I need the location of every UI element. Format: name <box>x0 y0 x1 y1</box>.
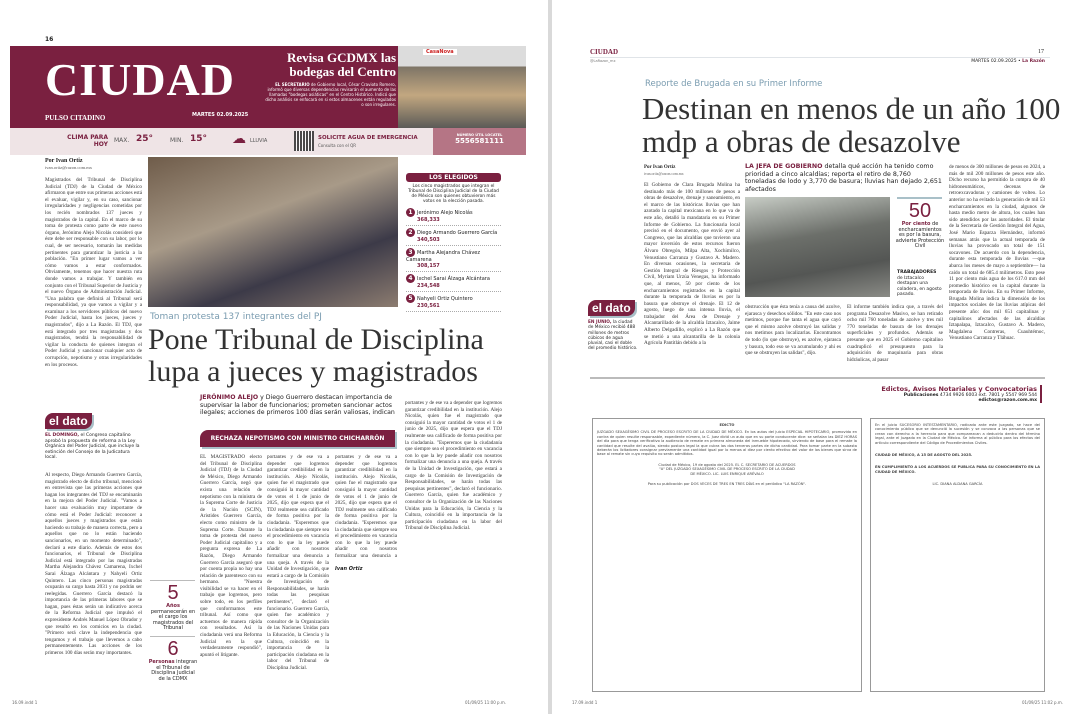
rain-cloud-icon: ☁ <box>232 131 246 147</box>
article-body-col2: obstrucción que ésta tenía a causa del azolve, ejarasca y desechos sólidos. "En este caso nos metimos, porque fue tanta el agua que cayó que el mismo azolve obstruyó las salidas y nos metimos para localizarlas. Encontramos de todo (lo que obstruye), es azolve, ejarasca y basura, todo eso se va acumulando y ahí es que se obstruyen las salidas", dijo. <box>745 304 841 357</box>
legal-notice: EDICTO JUZGADO SEXAGÉSIMO CIVIL DE PROCESO ESCRITO DE LA CIUDAD DE MÉXICO. En los autos del juicio ESPECIAL HIPOTECARIO, promovido en contra de quien resulte responsable, expediente número, la C. Juez dictó un auto que en su parte conducente dice: se señalan las DIEZ HORAS del día para que tenga verificativo la audiencia de remate en primera almoneda del inmueble hipotecado, sirviendo de base para el remate la cantidad que resulte del avalúo, siendo postura legal la que cubra las dos terceras partes de dicha cantidad. Para tomar parte en la subasta deberán los licitadores consignar previamente una cantidad igual por lo menos al diez por ciento efectivo del valor de los bienes que sirva de base al remate sin cuyo requisito no serán admitidos. Ciudad de México, 19 de agosto del 2025. EL C. SECRETARIO DE ACUERDOS "A" DEL JUZGADO SEXAGÉSIMO CIVIL DE PROCESO ESCRITO DE LA CIUDAD DE MÉXICO. LIC. LUIS ENRIQUE ARÉVALO Para su publicación por DOS VECES DE TRES EN TRES DÍAS en el periódico "LA RAZÓN". <box>592 418 862 692</box>
weather-strip: CLIMA PARA HOY MAX. 25° MIN. 15° ☁ LLUVIA SOLICITE AGUA DE EMERGENCIA Consulta con el QR NÚMERO ÚTIL LOCATEL 5556581111 <box>10 128 526 155</box>
article-body-col4: portantes y de ese va a depender que logremos garantizar credibilidad en la institución. Alejo Nicolás, quien fue el magistrado que consiguió la mayor cantidad de votos el 1 de junio de 2025, dijo que espera que el TDJ realmente sea calificado de forma positiva por la ciudadanía. "Esperemos que la ciudadanía que siempre sea el procedimiento en vacancia con lo que la ley puede añadir con nosotros formalizar una denuncia a una queja. A través de la Unidad de Investigación, que estará a cargo de la Comisión de Investigación de Responsabilidades, se harán todas las pesquisas pertinentes", declaró el funcionario. Guerrero García, quien fue académico y consultor de la Organización de las Naciones Unidas para la Educación, la Ciencia y la Cultura, coincidió en la importancia de la participación ciudadana en la labor del Tribunal de Disciplina Judicial. <box>405 400 502 532</box>
handle: @LaRazon_mx <box>590 59 616 63</box>
kicker: Reporte de Brugada en su Primer Informe <box>645 79 823 89</box>
rank-badge: 2 <box>406 228 415 237</box>
article-photo <box>148 157 398 307</box>
date: MARTES 02.09.2025 • La Razón <box>971 59 1045 64</box>
byline: Por Ivan Ortiz <box>644 165 676 170</box>
elegidos-list <box>406 206 501 312</box>
elegido-item: 3 Martha Alejandra Chávez Camarena 308,157 <box>406 246 501 272</box>
section-banner <box>10 46 526 128</box>
stat-people: 6 Personas integran el Tribunal de Disciplina Judicial de la CDMX <box>148 638 198 682</box>
sidebar-body: EL MAGISTRADO electo del Tribunal de Disciplina Judicial (TDJ) de la Ciudad de México, Diego Armando Guerrero García, negó que exista una relación de nepotismo con la ministra de la Suprema Corte de Justicia de la Nación (SCJN), Aristides Guerrero García, electo como ministro de la Suprema Corte. Durante la toma de protesta del nuevo Poder Judicial capitalino y a pregunta expresa de La Razón, Diego Armando Guerrero García aseguró que por cuenta propia no hay una relación de parentesco con su hermano. "Nuestra visibilidad se va hacer en el trabajo que logremos, pero sobre todo, en los perfiles que conformamos este tribunal. Así como que actuemos de manera rápida con resultados. Así la ciudadanía verá una Reforma Judicial en la que verdaderamente respondió", apuntó el litigante. <box>200 454 262 658</box>
elegido-item: 4 Ixchel Sarai Álzaga Alcántara 234,548 <box>406 272 501 292</box>
page-number: 16 <box>45 36 54 43</box>
rank-badge: 3 <box>406 248 415 257</box>
teaser-photo: CasaNova <box>398 46 526 128</box>
qr-code[interactable] <box>294 131 314 151</box>
rank-badge: 1 <box>406 208 415 217</box>
stat-years: 5 Años permanecerán en el cargo los magistrados del Tribunal <box>150 582 196 632</box>
dek: JERÓNIMO ALEJO y Diego Guerrero destacan importancia de supervisar la labor de funcionarios; prometen sancionar actos ilegales; acciones de primeros 100 días serán valiosas, indican <box>200 394 395 416</box>
elegido-item: 1 Jerónimo Alejo Nicolás 368,333 <box>406 206 501 226</box>
left-page: 16 CIUDAD PULSO CITADINO MARTES 02.09.2025 Revisa GCDMX las bodegas del Centro EL SECRETARIO de Gobierno local, César Cravioto Romero, informó que diversas dependencias revisarán el aumento de las llamadas "bodegas asiáticas" en el Centro Histórico. Indicó que dicho análisis se enfocará en si estos almacenes están regulados o son irregulares. CasaNova CLIMA PARA HOY MAX. 25° MIN. 15° ☁ LLUVIA SOLICITE AGUA DE EMERGENCIA Consulta con el QR NÚMERO ÚTIL LOCATEL 5556581111 Por Ivan Ortiz ivan.ortiz@razon.com.mx Magistrados del Tribunal de Disciplina Judicial (TDJ) de la Ciudad de México afirmaron que entre sus primeras acciones está el evaluar, vigilar y, en su caso, sancionar irregularidades y negligencias cometidas por los recién nombrados 137 jueces y magistrados de la capital. En el marco de su toma de protesta como parte de este nuevo órgano, Jerónimo Alejo Nicolás consideró que éste debe ser responsable con su labor, por lo cual, de ser necesario, tomarán las medidas pertinentes para garantizar la justicia a la población. "En primer lugar vamos a ver cómo vamos a estar conformados. Obviamente, tenemos que hacer nuestra ruta donde vamos a trabajar. Y también en conjunto con el Tribunal Superior de Justicia y el nuevo Órgano de Administración Judicial. "Una palabra que definirá al Tribunal será responsabilidad, ya que vamos a vigilar y a examinar a los servidores públicos del nuevo Poder Judicial, hasta los jueces, jueces y magistrados", dijo a La Razón. El TDJ, que está integrado por tres magistradas y dos magistrados, tendrá la responsabilidad de vigilar la conducta de quienes integran el Poder Judicial y sancionar cualquier acto de corrupción, nepotismo y otras irregularidades en los procesos. LOS ELEGIDOS Los cinco magistrados que integran el Tribunal de Disciplina Judicial de la Ciudad de México son quienes obtuvieron más votos en la elección pasada. 1 Jerónimo Alejo Nicolás 368,333 2 Diego Armando Guerrero García 340,503 3 Martha Alejandra Chávez Camarena 308,157 4 Ixchel Sarai Álzaga Alcántara 234,548 5 Nahyeli Ortiz Quintero 230,561 Toman protesta 137 integrantes del PJ Pone Tribunal de Disciplina lupa a jueces y magistrados JERÓNIMO ALEJO y Diego Guerrero destacan importancia de supervisar la labor de funcionarios; prometen sancionar actos ilegales; acciones de primeros 100 días serán valiosas, indican RECHAZA NEPOTISMO CON MINISTRO CHICHARRÓN el dato EL DOMINGO, el Congreso capitalino aprobó la propuesta de reforma a la Ley Orgánica del Poder Judicial, que incluye la extinción del Consejo de la Judicatura local. Al respecto, Diego Armando Guerrero García, magistrado electo de dicho tribunal, mencionó en entrevista que las primeras acciones que hagan los integrantes del TDJ se encaminarán en la mejora del Poder Judicial. "Vamos a hacer una evaluación muy importante de cómo está el Poder Judicial: reconocer a aquellos jueces y magistrados que están haciendo su trabajo de manera correcta, pero a aquellos que no lo están haciendo sancionarlos, en un momento determinado", declaró a este diario. Además de estos dos funcionarios, el Tribunal de Disciplina Judicial está integrado por las magistradas Martha Alejandra Chávez Camarena, Ixchel Sarai Álzaga Alcántara y Nahyeli Ortiz Quintero. Las cinco personas magistradas ocuparán su cargo hasta 2031 y no podrán ser reelegidas. Guerrero García destacó la importancia de las primeras labores que se hagan, pues éstas serán un indicativo acerca de la Reforma Judicial que impulsó el expresidente Andrés Manuel López Obrador y que resultó en los comicios en la ciudad. "Primero será clave la independencia que tengamos y el trabajo que llevemos a cabo permanentemente. Las acciones de los primeros 100 días serán muy importantes. 5 Años permanecerán en el cargo los magistrados del Tribunal 6 Personas integran el Tribunal de Disciplina Judicial de la CDMX EL MAGISTRADO electo del Tribunal de Disciplina Judicial (TDJ) de la Ciudad de México, Diego Armando Guerrero García, negó que exista una relación de nepotismo con la ministra de la Suprema Corte de Justicia de la Nación (SCJN), Aristides Guerrero García, electo como ministro de la Suprema Corte. Durante la toma de protesta del nuevo Poder Judicial capitalino y a pregunta expresa de La Razón, Diego Armando Guerrero García aseguró que por cuenta propia no hay una relación de parentesco con su hermano. "Nuestra visibilidad se va hacer en el trabajo que logremos, pero sobre todo, en los perfiles que conformamos este tribunal. Así como que actuemos de manera rápida con resultados. Así la ciudadanía verá una Reforma Judicial en la que verdaderamente respondió", apuntó el litigante. portantes y de ese va a depender que logremos garantizar credibilidad en la institución. Alejo Nicolás, quien fue el magistrado que consiguió la mayor cantidad de votos el 1 de junio de 2025, dijo que espera que el TDJ realmente sea calificado de forma positiva por la ciudadanía. "Esperemos que la ciudadanía que siempre sea el procedimiento en vacancia con lo que la ley puede añadir con nosotros formalizar una denuncia a una queja. A través de la Unidad de Investigación, que estará a cargo de la Comisión de Investigación de Responsabilidades, se harán todas las pesquisas pertinentes", declaró el funcionario. Guerrero García, quien fue académico y consultor de la Organización de las Naciones Unidas para la Educación, la Ciencia y la Cultura, coincidió en la importancia de la participación ciudadana en la labor del Tribunal de Disciplina Judicial. portantes y de ese va a depender que logremos garantizar credibilidad en la institución. Alejo Nicolás, quien fue el magistrado que consiguió la mayor cantidad de votos el 1 de junio de 2025, dijo que espera que el TDJ realmente sea calificado de forma positiva por la ciudadanía. "Esperemos que la ciudadanía que siempre sea el procedimiento en vacancia con lo que la ley puede añadir con nosotros formalizar una denuncia a Ivan Ortiz portantes y de ese va a depender que logremos garantizar credibilidad en la institución. Alejo Nicolás, quien fue el magistrado que consiguió la mayor cantidad de votos el 1 de junio de 2025, dijo que espera que el TDJ realmente sea calificado de forma positiva por la ciudadanía. "Esperemos que la ciudadanía que siempre sea el procedimiento en vacancia con lo que la ley puede añadir con nosotros formalizar una denuncia a una queja. A través de la Unidad de Investigación, que estará a cargo de la Comisión de Investigación de Responsabilidades, se harán todas las pesquisas pertinentes", declaró el funcionario. Guerrero García, quien fue académico y consultor de la Organización de las Naciones Unidas para la Educación, la Ciencia y la Cultura, coincidió en la importancia de la participación ciudadana en la labor del Tribunal de Disciplina Judicial. 16.09.indd 1 01/09/25 11:00 p.m. <box>0 0 548 714</box>
sidebar-body-2: portantes y de ese va a depender que logremos garantizar credibilidad en la institución. Alejo Nicolás, quien fue el magistrado que consiguió la mayor cantidad de votos el 1 de junio de 2025, dijo que espera que el TDJ realmente sea calificado de forma positiva por la ciudadanía. "Esperemos que la ciudadanía que siempre sea el procedimiento en vacancia con lo que la ley puede añadir con nosotros formalizar una denuncia a <box>335 454 397 559</box>
edictos-header: Edictos, Avisos Notariales y Convocatorias Publicaciones 4734 9926 6003 ext. 7801 y 5547 969 544 edictos@razon.com.mx <box>802 385 1042 403</box>
article-body-col3: portantes y de ese va a depender que logremos garantizar credibilidad en la institución. Alejo Nicolás, quien fue el magistrado que consiguió la mayor cantidad de votos el 1 de junio de 2025, dijo que espera que el TDJ realmente sea calificado de forma positiva por la ciudadanía. "Esperemos que la ciudadanía que siempre sea el procedimiento en vacancia con lo que la ley puede añadir con nosotros formalizar una denuncia a una queja. A través de la Unidad de Investigación, que estará a cargo de la Comisión de Investigación de Responsabilidades, se harán todas las pesquisas pertinentes", declaró el funcionario. Guerrero García, quien fue académico y consultor de la Organización de las Naciones Unidas para la Educación, la Ciencia y la Cultura, coincidió en la importancia de la participación ciudadana en la labor del Tribunal de Disciplina Judicial. <box>267 454 329 671</box>
article-body-cont: Al respecto, Diego Armando Guerrero García, magistrado electo de dicho tribunal, mencionó en entrevista que las primeras acciones que hagan los integrantes del TDJ se encaminarán en la mejora del Poder Judicial. "Vamos a hacer una evaluación muy importante de cómo está el Poder Judicial: reconocer a aquellos jueces y magistrados que están haciendo su trabajo de manera correcta, pero a aquellos que no lo están haciendo sancionarlos, en un momento determinado", declaró a este diario. Además de estos dos funcionarios, el Tribunal de Disciplina Judicial está integrado por las magistradas Martha Alejandra Chávez Camarena, Ixchel Sarai Álzaga Alcántara y Nahyeli Ortiz Quintero. Las cinco personas magistradas ocuparán su cargo hasta 2031 y no podrán ser reelegidas. Guerrero García destacó la importancia de las primeras labores que se hagan, pues éstas serán un indicativo acerca de la Reforma Judicial que impulsó el expresidente Andrés Manuel López Obrador y que resultó en los comicios en la ciudad. "Primero será clave la independencia que tengamos y el trabajo que llevemos a cabo permanentemente. Las acciones de los primeros 100 días serán muy importantes. <box>45 472 142 657</box>
right-page: CIUDAD @LaRazon_mx 17 MARTES 02.09.2025 • La Razón Reporte de Brugada en su Primer Informe Destinan en menos de un año 100 mdp a obras de desazolve Por Ivan Ortiz ivan.ortiz@razon.com.mx El Gobierno de Clara Brugada Molina ha destinado más de 100 millones de pesos a obras de desazolve, drenaje y saneamiento, en el marco de las históricas lluvias que han azotado la capital mexicana en lo que va de este año, detalló la mandataria en su Primer Informe de Gobierno. La funcionaria local precisó en el documento, que envió ayer al Congreso, que las alcaldías que tuvieron una mayor inversión de estos recursos fueron Álvaro Obregón, Milpa Alta, Xochimilco, Venustiano Carranza y Gustavo A. Madero. En diversas ocasiones, la secretaria de Gestión Integral de Riesgos y Protección Civil, Myriam Urzúa Venegas, ha informado que, al menos, 50 por ciento de los encharcamientos registrados en la capital durante la temporada de lluvias es por la basura que obstruye el drenaje. El 12 de agosto, luego de una intensa lluvia, el trabajador del Área de Drenaje y Alcantarillado de la alcaldía Iztacalco, Jaime Alberto Delgadillo, explicó a La Razón que se metió a una alcantarilla de la colonia Agrícola Pantitlán debido a la LA JEFA DE GOBIERNO detalla qué acción ha tenido como prioridad a cinco alcaldías; reporta el retiro de 8,760 toneladas de lodo y 3,770 de basura; lluvias han dejado 2,651 afectados 50 Por ciento de encharcamientos es por la basura, advierte Protección Civil TRABAJADORES de Iztacalco destapan una coladera, en agosto pasado. el dato EN JUNIO, la ciudad de México recibió 488 millones de metros cúbicos de agua pluvial, casi el doble del promedio histórico. obstrucción que ésta tenía a causa del azolve, ejarasca y desechos sólidos. "En este caso nos metimos, porque fue tanta el agua que cayó que el mismo azolve obstruyó las salidas y nos metimos para localizarlas. Encontramos de todo (lo que obstruye), es azolve, ejarasca y basura, todo eso se va acumulando y ahí es que se obstruyen las salidas", dijo. El informe también indica que, a través del programa Desazolve Masivo, se han retirado ocho mil 760 toneladas de azolve y tres mil 770 toneladas de basura de los drenajes superficiales y profundos. Además se presume que en 2025 el Gobierno capitalino cuadruplicó el presupuesto para la adquisición de maquinaria para obras hidráulicas, al pasar de menos de 300 millones de pesos en 2024, a más de mil 200 millones de pesos este año. Dicho recurso ha permitido la compra de 40 hidroneumáticos, decenas de retroexcavadoras y camiones de volteo. Lo anterior no ha evitado la generación de mil 53 encharcamientos en la ciudad, algunos de hasta medio metro de altura, los cuales han sido atendidos por las autoridades. El titular de la Secretaría de Gestión Integral del Agua, José Mario Esparza Hernández, informó semanas atrás que la actual temporada de lluvias ha provocado un total de 151 socavones. De acuerdo con la dependencia, durante esta temporada de lluvias —que abarca los meses de mayo a septiembre— ha caído un total de 685.4 milímetros. Esto pese 11 por ciento más agua de los 617.0 mm del promedio histórico en la capital durante la temporada de lluvias. En su Primer Informe, Brugada Molina indica la dimensión de los impactos sociales de las lluvias atípicas del presente año: dos mil 651 capitalinas y capitalinos afectados de las alcaldías Iztapalapa, Iztacalco, Gustavo A. Madero, Magdalena Contreras, Cuauhtémoc, Venustiano Carranza y Tláhuac. Edictos, Avisos Notariales y Convocatorias Publicaciones 4734 9926 6003 ext. 7801 y 5547 969 544 edictos@razon.com.mx EDICTO JUZGADO SEXAGÉSIMO CIVIL DE PROCESO ESCRITO DE LA CIUDAD DE MÉXICO. En los autos del juicio ESPECIAL HIPOTECARIO, promovido en contra de quien resulte responsable, expediente número, la C. Juez dictó un auto que en su parte conducente dice: se señalan las DIEZ HORAS del día para que tenga verificativo la audiencia de remate en primera almoneda del inmueble hipotecado, sirviendo de base para el remate la cantidad que resulte del avalúo, siendo postura legal la que cubra las dos terceras partes de dicha cantidad. Para tomar parte en la subasta deberán los licitadores consignar previamente una cantidad igual por lo menos al diez por ciento efectivo del valor de los bienes que sirva de base al remate sin cuyo requisito no serán admitidos. Ciudad de México, 19 de agosto del 2025. EL C. SECRETARIO DE ACUERDOS "A" DEL JUZGADO SEXAGÉSIMO CIVIL DE PROCESO ESCRITO DE LA CIUDAD DE MÉXICO. LIC. LUIS ENRIQUE ARÉVALO Para su publicación por DOS VECES DE TRES EN TRES DÍAS en el periódico "LA RAZÓN". En el juicio SUCESORIO INTESTAMENTARIO, radicado ante este juzgado, se hace del conocimiento público que se denunció la sucesión y se convoca a las personas que se crean con derecho a la herencia para que comparezcan a deducirlo dentro del término legal, ante el Juzgado en la Ciudad de México. Se informa al público para los efectos del artículo correspondiente del Código de Procedimientos Civiles. CIUDAD DE MÉXICO, A 15 DE AGOSTO DEL 2025. EN CUMPLIMIENTO A LOS ACUERDOS SE PUBLICA PARA SU CONOCIMIENTO EN LA CIUDAD DE MÉXICO. LIC. DIANA ALDANA GARCÍA 17.09.indd 1 01/09/25 11:02 p.m. <box>552 0 1085 714</box>
article-body-col4: de menos de 300 millones de pesos en 2024, a más de mil 200 millones de pesos este año. Dicho recurso ha permitido la compra de 40 hidroneumáticos, decenas de retroexcavadoras y camiones de volteo. Lo anterior no ha evitado la generación de mil 53 encharcamientos en la ciudad, algunos de hasta medio metro de altura, los cuales han sido atendidos por las autoridades. El titular de la Secretaría de Gestión Integral del Agua, José Mario Esparza Hernández, informó semanas atrás que la actual temporada de lluvias ha provocado un total de 151 socavones. De acuerdo con la dependencia, durante esta temporada de lluvias —que abarca los meses de mayo a septiembre— ha caído un total de 685.4 milímetros. Esto pese 11 por ciento más agua de los 617.0 mm del promedio histórico en la capital durante la temporada de lluvias. En su Primer Informe, Brugada Molina indica la dimensión de los impactos sociales de las lluvias atípicas del presente año: dos mil 651 capitalinas y capitalinos afectados de las alcaldías Iztapalapa, Iztacalco, Gustavo A. Madero, Magdalena Contreras, Cuauhtémoc, Venustiano Carranza y Tláhuac. <box>949 164 1045 342</box>
section-title: CIUDAD <box>45 54 235 105</box>
article-body-col3: El informe también indica que, a través del programa Desazolve Masivo, se han retirado ocho mil 760 toneladas de azolve y tres mil 770 toneladas de basura de los drenajes superficiales y profundos. Además se presume que en 2025 el Gobierno capitalino cuadruplicó el presupuesto para la adquisición de maquinaria para obras hidráulicas, al pasar <box>847 304 943 363</box>
teaser <box>262 51 396 107</box>
teaser-title: Revisa GCDMX las bodegas del Centro <box>286 50 396 79</box>
temp-max: 25° <box>136 134 154 144</box>
nepotismo-banner: RECHAZA NEPOTISMO CON MINISTRO CHICHARRÓN <box>200 430 395 447</box>
legal-notice: En el juicio SUCESORIO INTESTAMENTARIO, radicado ante este juzgado, se hace del conocimiento público que se denunció la sucesión y se convoca a las personas que se crean con derecho a la herencia para que comparezcan a deducirlo dentro del término legal, ante el Juzgado en la Ciudad de México. Se informa al público para los efectos del artículo correspondiente del Código de Procedimientos Civiles. CIUDAD DE MÉXICO, A 15 DE AGOSTO DEL 2025. EN CUMPLIMIENTO A LOS ACUERDOS SE PUBLICA PARA SU CONOCIMIENTO EN LA CIUDAD DE MÉXICO. LIC. DIANA ALDANA GARCÍA <box>870 418 1045 692</box>
temp-min: 15° <box>190 134 208 144</box>
el-dato-text: EN JUNIO, la ciudad de México recibió 488 millones de metros cúbicos de agua pluvial, casi el doble del promedio histórico. <box>588 320 638 352</box>
signature: Ivan Ortiz <box>335 566 363 572</box>
elegido-item: 2 Diego Armando Guerrero García 340,503 <box>406 226 501 246</box>
dek: LA JEFA DE GOBIERNO detalla qué acción ha tenido como prioridad a cinco alcaldías; reporta el retiro de 8,760 toneladas de lodo y 3,770 de basura; lluvias han dejado 2,651 afectados <box>745 163 942 193</box>
byline-email[interactable]: ivan.ortiz@razon.com.mx <box>644 172 684 176</box>
el-dato-text: EL DOMINGO, el Congreso capitalino aprobó la propuesta de reforma a la Ley Orgánica del Poder Judicial, que incluye la extinción del Consejo de la Judicatura local. <box>45 433 140 460</box>
rank-badge: 5 <box>406 294 415 303</box>
article-body: El Gobierno de Clara Brugada Molina ha destinado más de 100 millones de pesos a obras de desazolve, drenaje y saneamiento, en el marco de las históricas lluvias que han azotado la capital mexicana en lo que va de este año, detalló la mandataria en su Primer Informe de Gobierno. La funcionaria local precisó en el documento, que envió ayer al Congreso, que las alcaldías que tuvieron una mayor inversión de estos recursos fueron Álvaro Obregón, Milpa Alta, Xochimilco, Venustiano Carranza y Gustavo A. Madero. En diversas ocasiones, la secretaria de Gestión Integral de Riesgos y Protección Civil, Myriam Urzúa Venegas, ha informado que, al menos, 50 por ciento de los encharcamientos registrados en la capital durante la temporada de lluvias es por la basura que obstruye el drenaje. El 12 de agosto, luego de una intensa lluvia, el trabajador del Área de Drenaje y Alcantarillado de la alcaldía Iztacalco, Jaime Alberto Delgadillo, explicó a La Razón que se metió a una alcantarilla de la colonia Agrícola Pantitlán debido a la <box>644 182 740 347</box>
elegido-item: 5 Nahyeli Ortiz Quintero 230,561 <box>406 292 501 312</box>
kicker: Toman protesta 137 integrantes del PJ <box>150 312 322 322</box>
date: MARTES 02.09.2025 <box>192 112 249 118</box>
headline: Destinan en menos de un año 100 mdp a obras de desazolve <box>642 91 1061 159</box>
section-label: CIUDAD <box>590 48 618 56</box>
byline-email[interactable]: ivan.ortiz@razon.com.mx <box>45 165 93 170</box>
el-dato-badge: el dato <box>45 413 92 429</box>
rank-badge: 4 <box>406 274 415 283</box>
article-body: Magistrados del Tribunal de Disciplina Judicial (TDJ) de la Ciudad de México afirmaron que entre sus primeras acciones está el evaluar, vigilar y, en su caso, sancionar irregularidades y negligencias cometidas por los recién nombrados 137 jueces y magistrados de la capital. En el marco de su toma de protesta como parte de este nuevo órgano, Jerónimo Alejo Nicolás consideró que éste debe ser responsable con su labor, por lo cual, de ser necesario, tomarán las medidas pertinentes para garantizar la justicia a la población. "En primer lugar vamos a ver cómo vamos a estar conformados. Obviamente, tenemos que hacer nuestra ruta donde vamos a trabajar. Y también en conjunto con el Tribunal Superior de Justicia y el nuevo Órgano de Administración Judicial. "Una palabra que definirá al Tribunal será responsabilidad, ya que vamos a vigilar y a examinar a los servidores públicos del nuevo Poder Judicial, hasta los jueces, jueces y magistrados", dijo a La Razón. El TDJ, que está integrado por tres magistradas y dos magistrados, tendrá la responsabilidad de vigilar la conducta de quienes integran el Poder Judicial y sancionar cualquier acto de corrupción, nepotismo y otras irregularidades en los procesos. <box>45 177 142 368</box>
section-subtitle: PULSO CITADINO <box>45 114 106 122</box>
el-dato-badge: el dato <box>588 300 635 316</box>
photo-caption: TRABAJADORES de Iztacalco destapan una coladera, en agosto pasado. <box>897 270 942 297</box>
useful-number: NÚMERO ÚTIL LOCATEL 5556581111 <box>433 128 526 155</box>
stat-percent: 50 Por ciento de encharcamientos es por la basura, advierte Protección Civil <box>895 200 945 250</box>
headline: Pone Tribunal de Disciplina lupa a jueces y magistrados <box>148 323 484 388</box>
teaser-body: EL SECRETARIO de Gobierno local, César Cravioto Romero, informó que diversas dependencias revisarán el aumento de las llamadas "bodegas asiáticas" en el Centro Histórico. Indicó que dicho análisis se enfocará en si estos almacenes están regulados o son irregulares. <box>265 82 396 107</box>
byline: Por Ivan Ortiz <box>45 158 83 164</box>
page-number: 17 <box>1038 49 1044 55</box>
los-elegidos-box: LOS ELEGIDOS Los cinco magistrados que integran el Tribunal de Disciplina Judicial de la Ciudad de México son quienes obtuvieron más votos en la elección pasada. 1 Jerónimo Alejo Nicolás 368,333 2 Diego Armando Guerrero García 340,503 3 Martha Alejandra Chávez Camarena 308,157 4 Ixchel Sarai Álzaga Alcántara 234,548 5 Nahyeli Ortiz Quintero 230,561 <box>406 173 501 312</box>
article-photo <box>745 197 890 297</box>
